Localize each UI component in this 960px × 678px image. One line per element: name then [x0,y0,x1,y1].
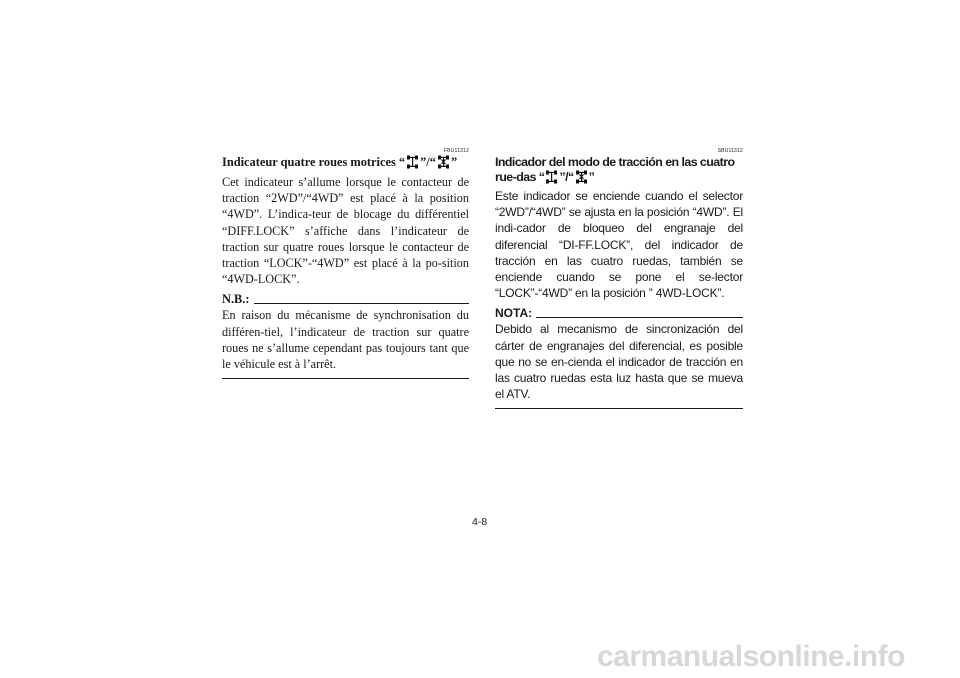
section-code: SBU11312 [717,148,743,154]
heading-separator: ”/“ [559,169,574,184]
note-rule [536,317,743,318]
body-paragraph: Cet indicateur s’allume lorsque le contacteur de traction “2WD”/“4WD” est placé à la position “4WD”. L’indica-teur de blocage du différentiel “DIFF.LOCK” s’affiche dans l’indicateur de traction sur quatre roues lorsque le contacteur de traction “LOCK”-“4WD” est placé à la po-sition “4WD-LOCK”. [222,175,469,287]
note-body: En raison du mécanisme de synchronisation du différen-tiel, l’indicateur de traction sur quatre roues ne s’allume cependant pas toujours tant que le véhicule est à l’arrêt. [222,308,469,372]
note-end-rule [495,408,743,409]
note-header [222,292,469,306]
watermark: carmanualsonline.info [597,640,905,673]
heading-separator: ”/“ [420,155,436,169]
page-number: 4-8 [472,516,488,528]
note-label: N.B.: [222,292,250,307]
note-rule [254,303,469,304]
diff-lock-icon [575,170,588,188]
heading-text: Indicateur quatre roues motrices “ [222,155,406,169]
section-heading [495,155,743,187]
note-header [495,306,743,320]
heading-text: Indicador del modo de tracción en las cuatro rue-das “ [495,155,735,184]
note-end-rule [222,378,469,379]
french-column [222,148,469,379]
4wd-icon [545,170,558,188]
body-paragraph: Este indicador se enciende cuando el selector “2WD”/“4WD” se ajusta en la posición “4WD”. El indi-cador de bloqueo del engranaje del diferencial “DI-FF.LOCK”, del indicador de tracción en las cuatro ruedas, también se enciende cuando se pone el se-lector “LOCK”-“4WD” en la posición ” 4WD-LOCK”. [495,189,743,301]
note-body: Debido al mecanismo de sincronización del cárter de engranajes del diferencial, es posible que no se en-cienda el indicador de tracción en las cuatro ruedas esta luz hasta que se mueva el ATV. [495,322,743,402]
4wd-icon [406,155,419,173]
diff-lock-icon [437,155,450,173]
section-heading [222,154,469,173]
spanish-column [495,148,743,409]
section-code: FBU11312 [443,148,469,154]
note-label: NOTA: [495,306,533,321]
heading-close: ” [588,169,595,184]
heading-close: ” [450,155,458,169]
